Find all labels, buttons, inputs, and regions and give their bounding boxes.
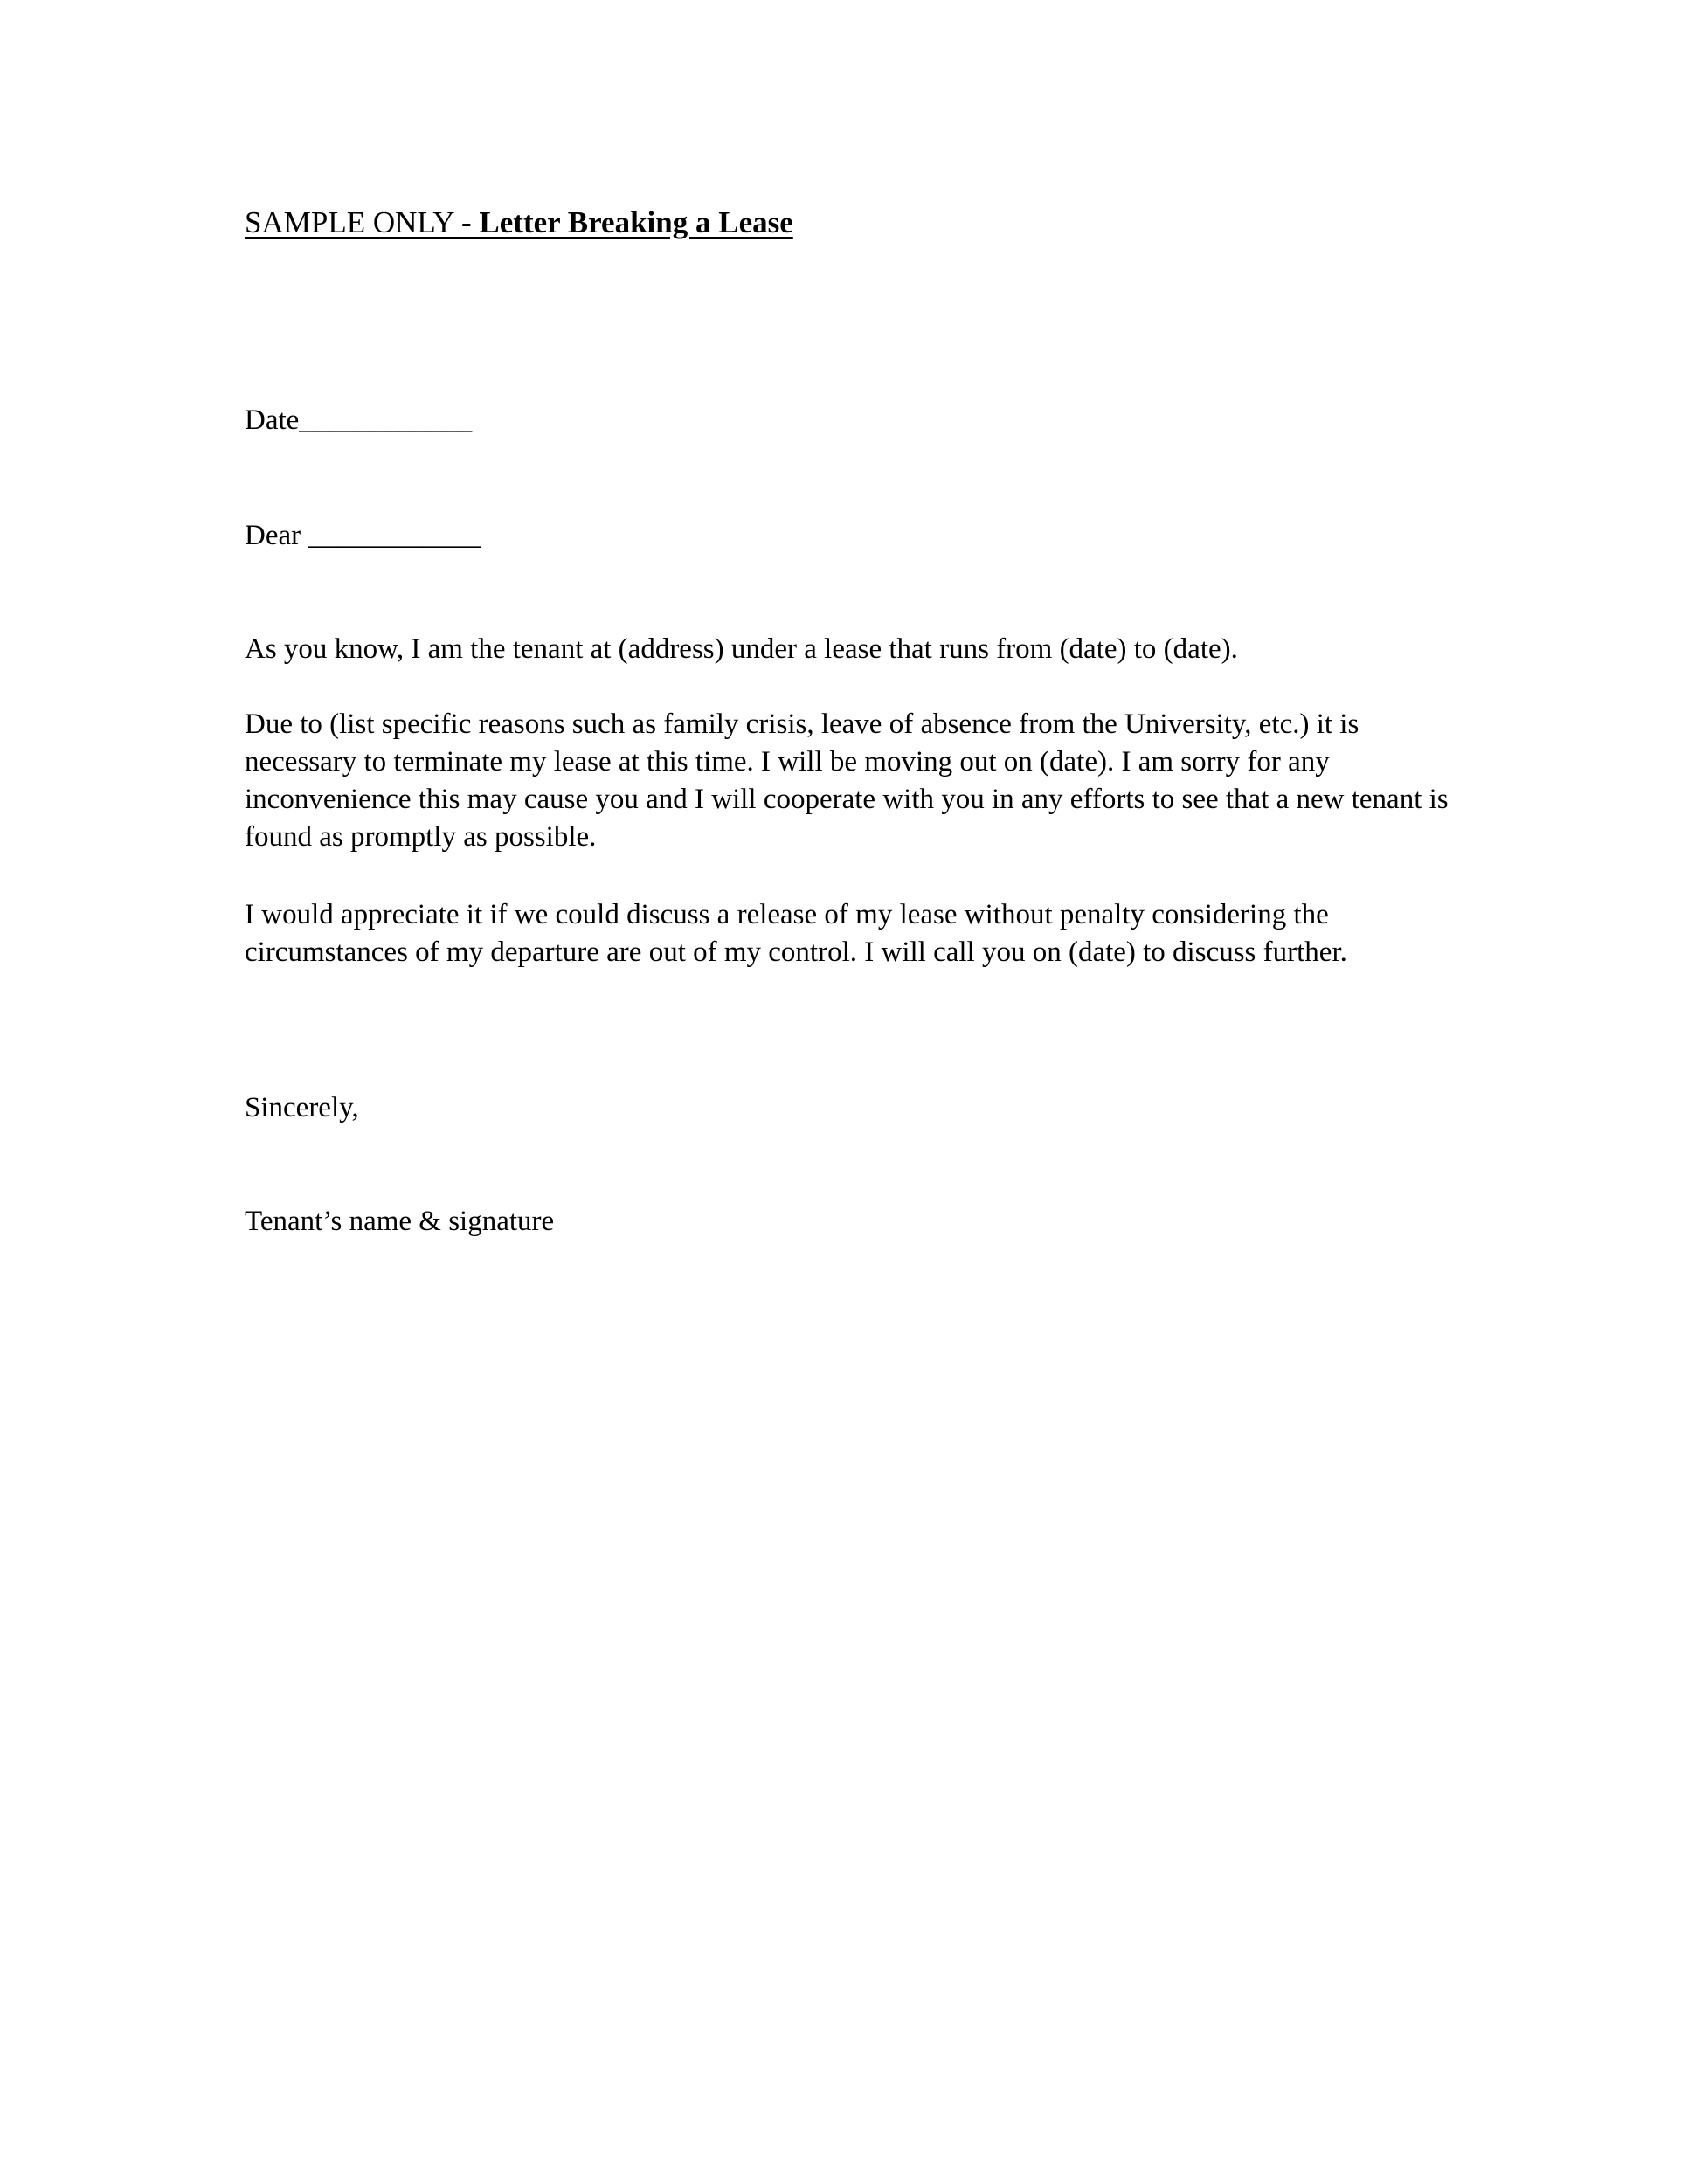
salutation-line: Dear ____________ (245, 520, 481, 551)
letter-title (245, 203, 1455, 242)
closing-line: Sincerely, (245, 1092, 359, 1123)
letter-paragraph-3: I would appreciate it if we could discuss a release of my lease without penalty considering the circumstances of my departure are out of my control. I will call you on (date) to discuss further. (245, 899, 1347, 968)
title-normal-text: SAMPLE ONLY (245, 205, 461, 239)
signature-line: Tenant’s name & signature (245, 1206, 555, 1237)
letter-paragraph-1: As you know, I am the tenant at (address) under a lease that runs from (date) to (date). (245, 633, 1238, 665)
letter-content (245, 203, 1455, 1241)
date-line: Date____________ (245, 404, 473, 436)
letter-paragraph-2: Due to (list specific reasons such as family crisis, leave of absence from the University, etc.) it is necessary to terminate my lease at this time. I will be moving out on (date). I am sorry for any inconvenience this may cause you and I will cooperate with you in any efforts to see that a new tenant is found as promptly as possible. (245, 708, 1449, 853)
title-bold-text: - Letter Breaking a Lease (461, 205, 793, 239)
